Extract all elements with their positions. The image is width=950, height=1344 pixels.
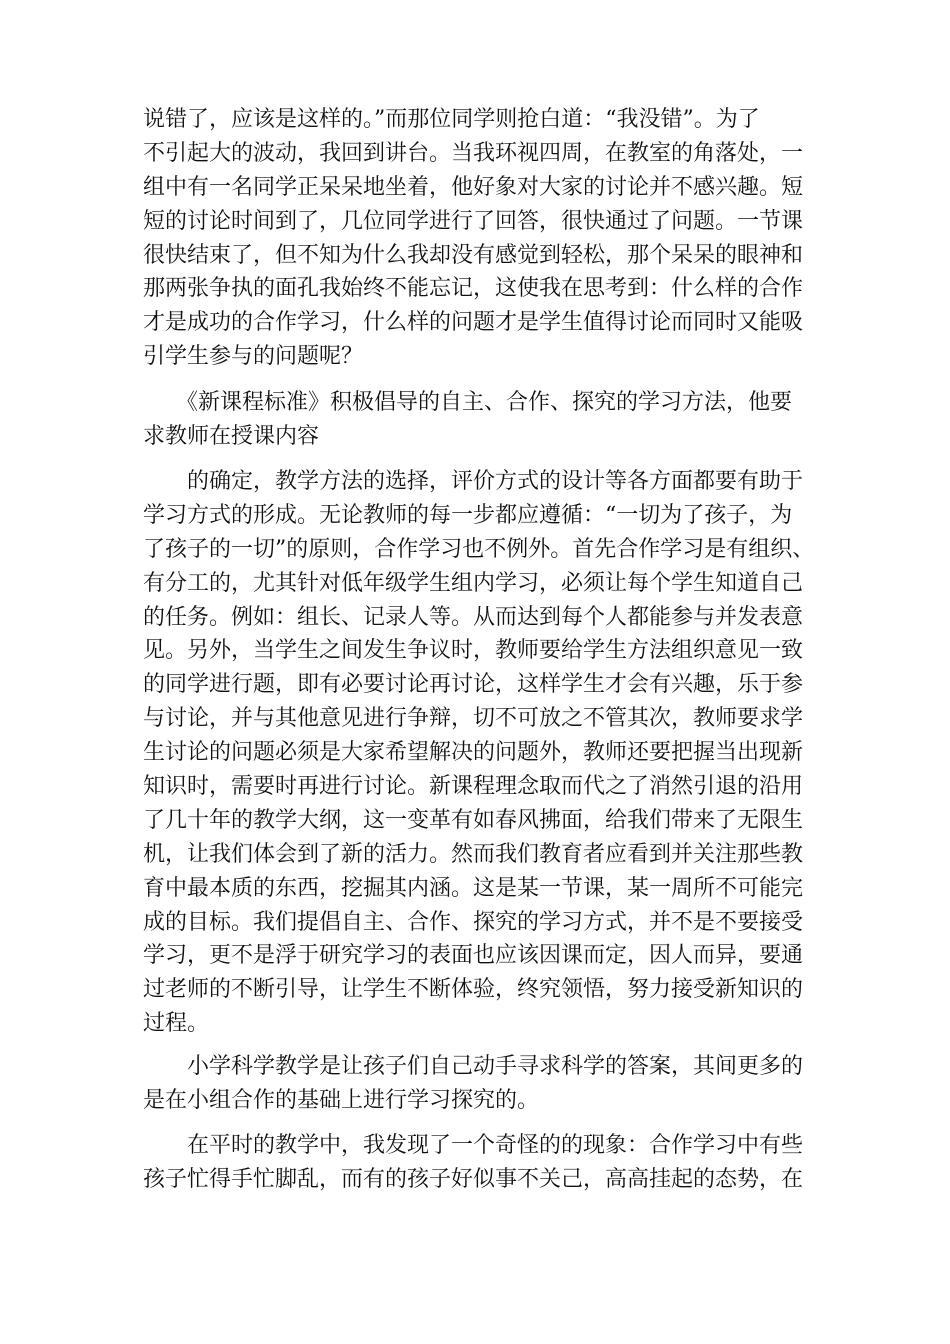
text-line: 在平时的教学中，我发现了一个奇怪的的现象：合作学习中有些 — [143, 1133, 804, 1158]
paragraph-5 — [143, 1129, 843, 1197]
text-line: 了几十年的教学大纲，这一变革有如春风拂面，给我们带来了无限生 — [143, 807, 804, 833]
text-line: 知识时，需要时再进行讨论。新课程理念取而代之了消然引退的沿用 — [143, 774, 804, 800]
text-line: 了孩子的一切”的原则，合作学习也不例外。首先合作学习是有组织、 — [143, 536, 815, 562]
text-line: 孩子忙得手忙脚乱，而有的孩子好似事不关己，高高挂起的态势，在 — [143, 1166, 804, 1192]
text-line: 不引起大的波动，我回到讲台。当我环视四周，在教室的角落处，一 — [143, 140, 804, 166]
text-line: 与讨论，并与其他意见进行争辩，切不可放之不管其次，教师要求学 — [143, 706, 804, 732]
text-line: 引学生参与的问题呢？ — [143, 344, 364, 370]
text-line: 《新课程标准》积极倡导的自主、合作、探究的学习方法，他要 — [143, 390, 793, 415]
text-line: 求教师在授课内容 — [143, 423, 320, 449]
paragraph-2 — [143, 386, 843, 454]
text-line: 是在小组合作的基础上进行学习探究的。 — [143, 1087, 540, 1113]
paragraph-4 — [143, 1050, 843, 1118]
text-line: 成的目标。我们提倡自主、合作、探究的学习方式，并不是不要接受 — [143, 909, 804, 935]
text-line: 过程。 — [143, 1011, 210, 1037]
text-line: 短的讨论时间到了，几位同学进行了回答，很快通过了问题。一节课 — [143, 208, 804, 234]
text-line: 的任务。例如：组长、记录人等。从而达到每个人都能参与并发表意 — [143, 604, 804, 630]
text-line: 有分工的，尤其针对低年级学生组内学习，必须让每个学生知道自己 — [143, 570, 804, 596]
text-line: 生讨论的问题必须是大家希望解决的问题外，教师还要把握当出现新 — [143, 740, 804, 766]
text-line: 那两张争执的面孔我始终不能忘记，这使我在思考到：什么样的合作 — [143, 276, 804, 302]
text-line: 过老师的不断引导，让学生不断体验，终究领悟，努力接受新知识的 — [143, 977, 804, 1003]
paragraph-1 — [143, 103, 843, 374]
text-line: 组中有一名同学正呆呆地坐着，他好象对大家的讨论并不感兴趣。短 — [143, 174, 804, 200]
text-line: 很快结束了，但不知为什么我却没有感觉到轻松，那个呆呆的眼神和 — [143, 242, 804, 268]
text-line: 的确定，教学方法的选择，评价方式的设计等各方面都要有助于 — [143, 469, 804, 494]
text-line: 才是成功的合作学习，什么样的问题才是学生值得讨论而同时又能吸 — [143, 310, 804, 336]
text-line: 见。另外，当学生之间发生争议时，教师要给学生方法组织意见一致 — [143, 638, 804, 664]
text-line: 机，让我们体会到了新的活力。然而我们教育者应看到并关注那些教 — [143, 841, 804, 867]
text-line: 学习，更不是浮于研究学习的表面也应该因课而定，因人而异，要通 — [143, 943, 804, 969]
paragraph-3 — [143, 465, 843, 1041]
text-line: 小学科学教学是让孩子们自己动手寻求科学的答案，其间更多的 — [143, 1054, 804, 1079]
text-line: 的同学进行题，即有必要讨论再讨论，这样学生才会有兴趣，乐于参 — [143, 672, 804, 698]
text-line: 说错了，应该是这样的。”而那位同学则抢白道：“我没错”。为了 — [143, 107, 760, 132]
text-line: 育中最本质的东西，挖掘其内涵。这是某一节课，某一周所不可能完 — [143, 875, 804, 901]
text-line: 学习方式的形成。无论教师的每一步都应遵循：“一切为了孩子，为 — [143, 502, 793, 528]
